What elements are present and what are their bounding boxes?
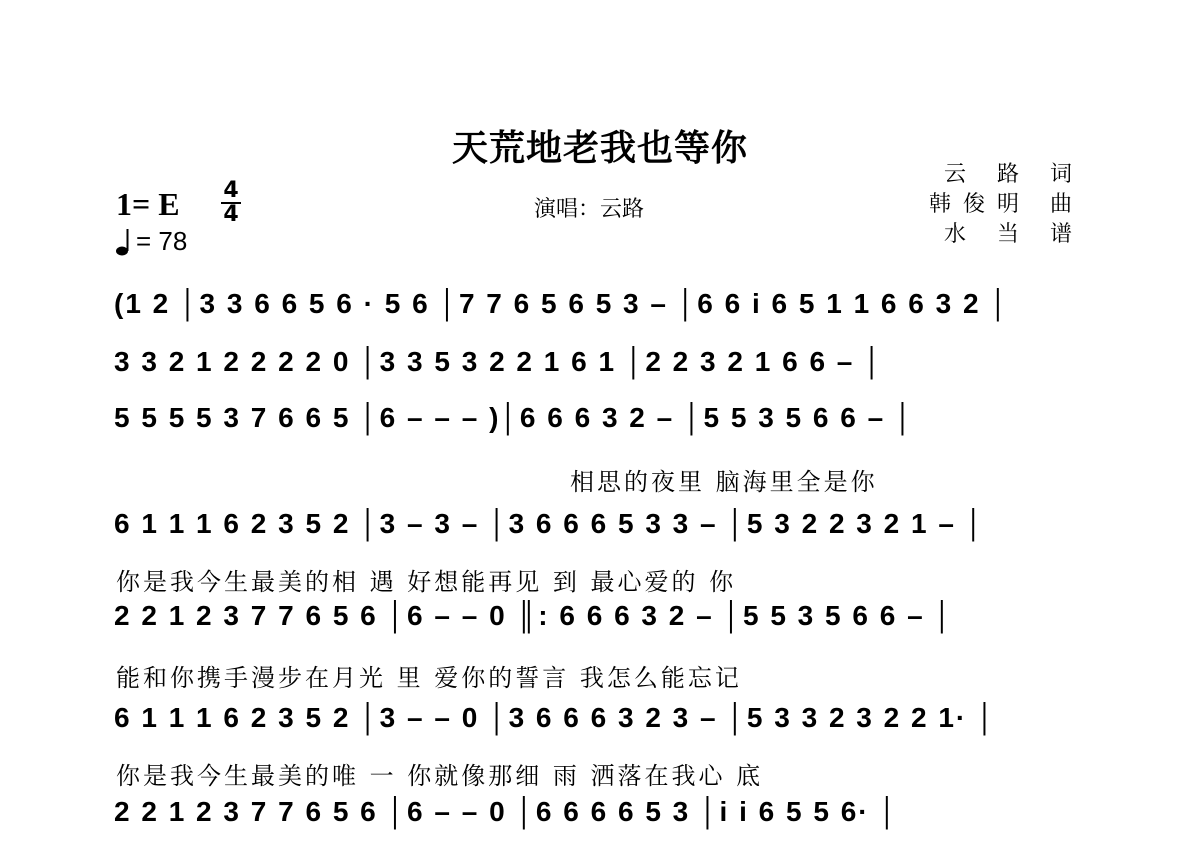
transcriber-credit: 水 当 谱 [944, 222, 1084, 247]
credits-block [929, 160, 1084, 250]
score-row: 6 1 1 1 6 2 3 5 2 │3 – – 0 │3 6 6 6 3 2 3 – │5 3 3 2 3 2 2 1· │ [114, 702, 997, 733]
key-signature: 1= E [116, 186, 180, 222]
score-row: 3 3 2 1 2 2 2 2 0 │3 3 5 3 2 2 1 6 1 │2 2 3 2 1 6 6 – │ [114, 346, 884, 377]
composer-credit: 韩俊明 曲 [929, 192, 1084, 217]
lyric-line: 你是我今生最美的唯 一 你就像那细 雨 洒落在我心 底 [116, 762, 764, 790]
score-row: 5 5 5 5 3 7 6 6 5 │6 – – – )│6 6 6 3 2 – │5 5 3 5 6 6 – │ [114, 402, 915, 433]
lyric-line: 你是我今生最美的相 遇 好想能再见 到 最心爱的 你 [116, 568, 737, 596]
singer-credit: 演唱：云路 [534, 197, 645, 222]
score-row: (1 2 │3 3 6 6 5 6 · 5 6 │7 7 6 5 6 5 3 – │6 6 i 6 5 1 1 6 6 3 2 │ [114, 288, 1010, 319]
song-title: 天荒地老我也等你 [451, 128, 748, 169]
score-row: 2 2 1 2 3 7 7 6 5 6 │6 – – 0 ║: 6 6 6 3 2 – │5 5 3 5 6 6 – │ [114, 600, 954, 631]
lyric-line: 能和你携手漫步在月光 里 爱你的誓言 我怎么能忘记 [116, 664, 742, 692]
quarter-note-icon [116, 228, 132, 256]
score-row: 6 1 1 1 6 2 3 5 2 │3 – 3 – │3 6 6 6 5 3 3 – │5 3 2 2 3 2 1 – │ [114, 508, 986, 539]
tempo-value: = 78 [136, 226, 188, 256]
lyricist-credit: 云 路 词 [944, 162, 1084, 187]
lyric-line: 相思的夜里 脑海里全是你 [570, 468, 878, 496]
tempo-marking [116, 226, 187, 257]
score-row: 2 2 1 2 3 7 7 6 5 6 │6 – – 0 │6 6 6 6 5 3 │i i 6 5 5 6· │ [114, 796, 899, 827]
meter-top: 4 [223, 178, 239, 203]
meter-bottom: 4 [223, 202, 239, 227]
time-signature [218, 180, 244, 226]
